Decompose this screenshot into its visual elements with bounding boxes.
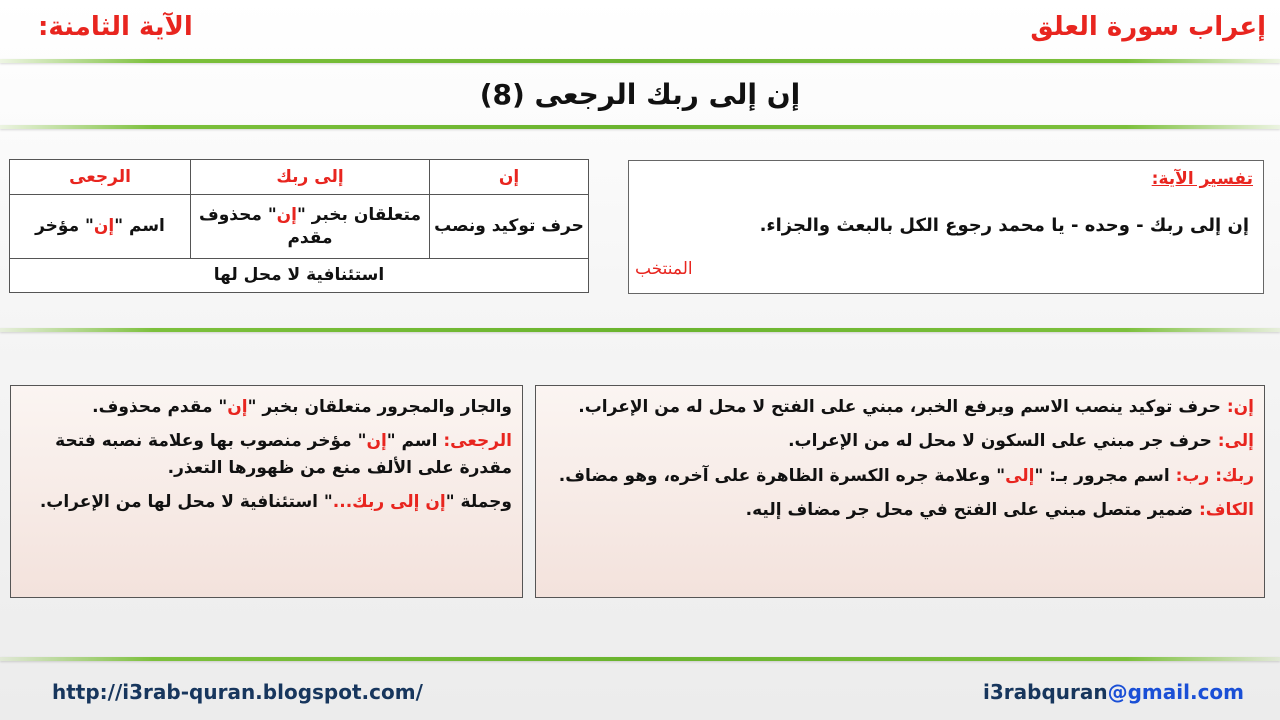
table-header-row [10, 160, 589, 195]
tafsir-title: تفسير الآية: [1151, 169, 1253, 189]
highlight-word: إن [366, 431, 387, 452]
irab-item-rujaa [21, 428, 512, 481]
irab-item-kaf [546, 497, 1254, 523]
irab-text: " استئنافية لا محل لها من الإعراب. [39, 492, 333, 513]
col-header-rujaa: الرجعى [10, 160, 191, 195]
irab-text: اسم مجرور بـ: " [1034, 465, 1176, 486]
table-row [10, 195, 589, 259]
tafsir-text: إن إلى ربك - وحده - يا محمد رجوع الكل بالبعث والجزاء. [759, 215, 1249, 236]
cell-inna: حرف توكيد ونصب [430, 195, 589, 259]
cell-rujaa [10, 195, 191, 259]
cell-text: " محذوف مقدم [198, 204, 333, 248]
email-link[interactable] [983, 680, 1244, 704]
cell-sentence-type: استئنافية لا محل لها [10, 259, 589, 293]
irab-table [9, 159, 589, 293]
irab-detail-box-2 [10, 385, 523, 598]
irab-text: " مقدم محذوف. [92, 397, 228, 417]
divider-line [0, 125, 1280, 129]
table-row [10, 259, 589, 293]
irab-text: وجملة " [445, 492, 512, 513]
highlight-word: إن [227, 397, 248, 417]
highlight-word: إلى [1005, 465, 1035, 486]
email-domain: @gmail.com [1107, 680, 1245, 704]
blog-link[interactable]: http://i3rab-quran.blogspot.com/ [52, 680, 423, 704]
highlight-word: إن [276, 204, 298, 225]
divider-line [0, 657, 1280, 661]
tafsir-source: المنتخب [635, 259, 693, 279]
irab-text: حرف توكيد ينصب الاسم ويرفع الخبر، مبني على الفتح لا محل له من الإعراب. [578, 397, 1227, 417]
term-label: إن: [1226, 397, 1254, 417]
highlight-word: إن إلى ربك... [332, 492, 446, 513]
term-label: الرجعى: [443, 431, 512, 452]
surah-title: إعراب سورة العلق [1030, 12, 1266, 42]
irab-text: اسم " [386, 431, 444, 452]
email-user: i3rabquran [983, 680, 1108, 704]
cell-text: متعلقان بخبر " [297, 204, 421, 225]
irab-item-rabb [546, 463, 1254, 489]
irab-detail-box [535, 385, 1265, 598]
divider-line [0, 328, 1280, 332]
cell-text: " مؤخر [35, 216, 94, 237]
irab-item-ila [546, 428, 1254, 454]
tafsir-box [628, 160, 1264, 294]
irab-text: حرف جر مبني على السكون لا محل له من الإعراب. [788, 431, 1218, 452]
highlight-word: إن [93, 216, 115, 237]
irab-item-jumla [21, 489, 512, 515]
cell-ila-rabbik [191, 195, 430, 259]
term-label: الكاف: [1198, 500, 1254, 521]
irab-item-inna [546, 394, 1254, 420]
verse-text: إن إلى ربك الرجعى (8) [479, 78, 801, 111]
term-label: إلى: [1217, 431, 1254, 452]
irab-item-jar-majrur [21, 394, 512, 420]
col-header-inna: إن [430, 160, 589, 195]
col-header-ila-rabbik: إلى ربك [191, 160, 430, 195]
verse-label: الآية الثامنة: [38, 12, 193, 42]
irab-text: والجار والمجرور متعلقان بخبر " [247, 397, 512, 417]
term-label: ربك: رب: [1175, 465, 1254, 486]
irab-text: ضمير متصل مبني على الفتح في محل جر مضاف إليه. [745, 500, 1199, 521]
irab-text: " مؤخر منصوب بها وعلامة نصبه فتحة مقدرة على الألف منع من ظهورها التعذر. [55, 431, 512, 478]
irab-text: " وعلامة جره الكسرة الظاهرة على آخره، وهو مضاف. [558, 465, 1006, 486]
divider-line [0, 59, 1280, 63]
cell-text: اسم " [114, 216, 165, 237]
